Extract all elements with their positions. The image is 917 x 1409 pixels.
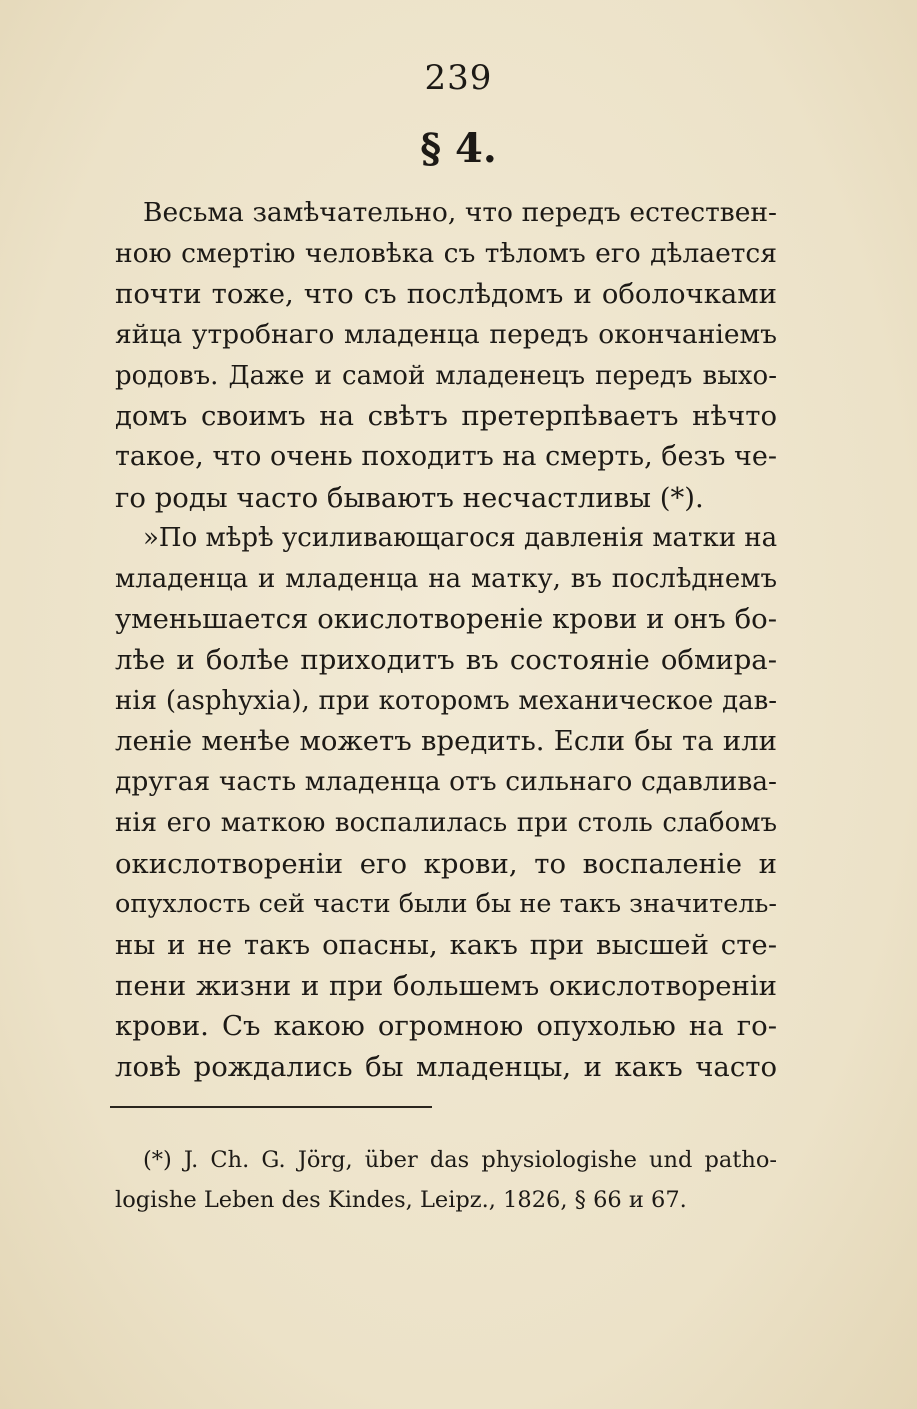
text-line: Весьма замѣчательно, что передъ естествен- — [143, 197, 777, 228]
footnote — [115, 1140, 777, 1220]
text-line: опухлость сей части были бы не такъ значитель- — [115, 889, 778, 920]
text-line: крови. Съ какою огромною опухолью на го- — [115, 1010, 777, 1043]
text-line: нія (asphyxia), при которомъ механическое дав- — [115, 685, 777, 716]
text-line: младенца и младенца на матку, въ послѣднемъ — [115, 563, 777, 594]
text-line: другая часть младенца отъ сильнаго сдавлива- — [115, 766, 777, 798]
footnote-line: logishe Leben des Kindes, Leipz., 1826, § 66 и 67. — [115, 1187, 687, 1213]
text-line: го роды часто бываютъ несчастливы (*). — [115, 481, 704, 514]
paragraph-1 — [115, 193, 777, 519]
footnote-divider — [110, 1106, 432, 1108]
text-line: окислотвореніи его крови, то воспаленіе и — [115, 847, 777, 880]
text-line: лѣе и болѣе приходитъ въ состояніе обмира- — [115, 644, 777, 677]
page-number: 239 — [424, 58, 493, 98]
paragraph-2 — [115, 518, 777, 1088]
section-heading: § 4. — [420, 125, 497, 172]
text-line: такое, что очень походитъ на смерть, безъ че- — [115, 441, 777, 473]
text-line: домъ своимъ на свѣтъ претерпѣваетъ нѣчто — [115, 400, 777, 433]
text-line: почти тоже, что съ послѣдомъ и оболочками — [115, 278, 777, 311]
footnote-line: (*) J. Ch. G. Jörg, über das physiologishe und patho- — [143, 1147, 777, 1173]
text-line: уменьшается окислотвореніе крови и онъ бо- — [115, 603, 777, 636]
text-line: нія его маткою воспалилась при столь слабомъ — [115, 807, 777, 838]
text-line: яйца утробнаго младенца передъ окончаніемъ — [115, 319, 777, 351]
text-line: ны и не такъ опасны, какъ при высшей сте- — [115, 928, 777, 961]
text-line: »По мѣрѣ усиливающагося давленія матки на — [143, 523, 778, 553]
text-line: леніе менѣе можетъ вредить. Если бы та или — [115, 725, 777, 758]
text-line: пени жизни и при большемъ окислотвореніи — [115, 969, 777, 1002]
text-line: родовъ. Даже и самой младенецъ передъ выхо- — [115, 360, 777, 391]
text-line: ною смертію человѣка съ тѣломъ его дѣлается — [115, 237, 777, 269]
text-line: ловѣ рождались бы младенцы, и какъ часто — [115, 1050, 777, 1083]
